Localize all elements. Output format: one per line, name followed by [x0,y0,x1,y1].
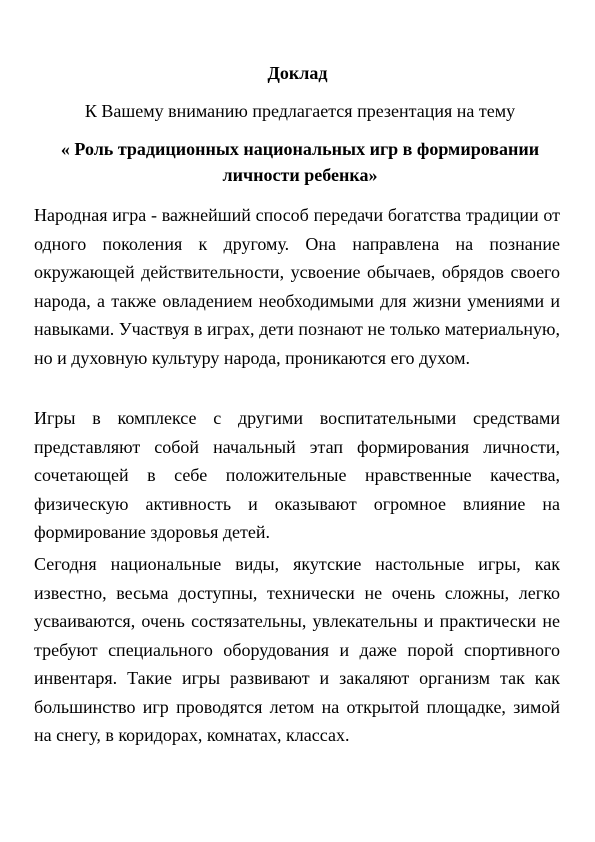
document-title: Доклад [267,63,328,83]
intro-line: К Вашему вниманию предлагается презентация на тему [84,101,516,121]
paragraph-1: Народная игра - важнейший способ передачи богатства традиции от одного поколения к другому. Она направлена на познание окружающей действительности, усвоение обычаев, обрядов своего народа, а также овладением необходимыми для жизни умениями и навыками. Участвуя в играх, дети познают не только материальную, но и духовную культуру народа, проникаются его духом. [34,205,560,368]
topic-heading [40,136,560,188]
paragraph-2: Игры в комплексе с другими воспитательными средствами представляют собой начальный этап формирования личности, сочетающей в себе положительные нравственные качества, физическую активность и оказывают огромное влияние на формирование здоровья детей. [34,408,560,542]
topic-line-1: « Роль традиционных национальных игр в формировании [60,139,540,159]
paragraph-3: Сегодня национальные виды, якутские настольные игры, как известно, весьма доступны, технически не очень сложны, легко усваиваются, очень состязательны, увлекательны и практически не требуют специального оборудования и даже порой спортивного инвентаря. Такие игры развивают и закаляют организм так как большинство игр проводятся летом на открытой площадке, зимой на снегу, в коридорах, комнатах, классах. [34,554,560,745]
topic-line-2: личности ребенка» [222,165,378,185]
